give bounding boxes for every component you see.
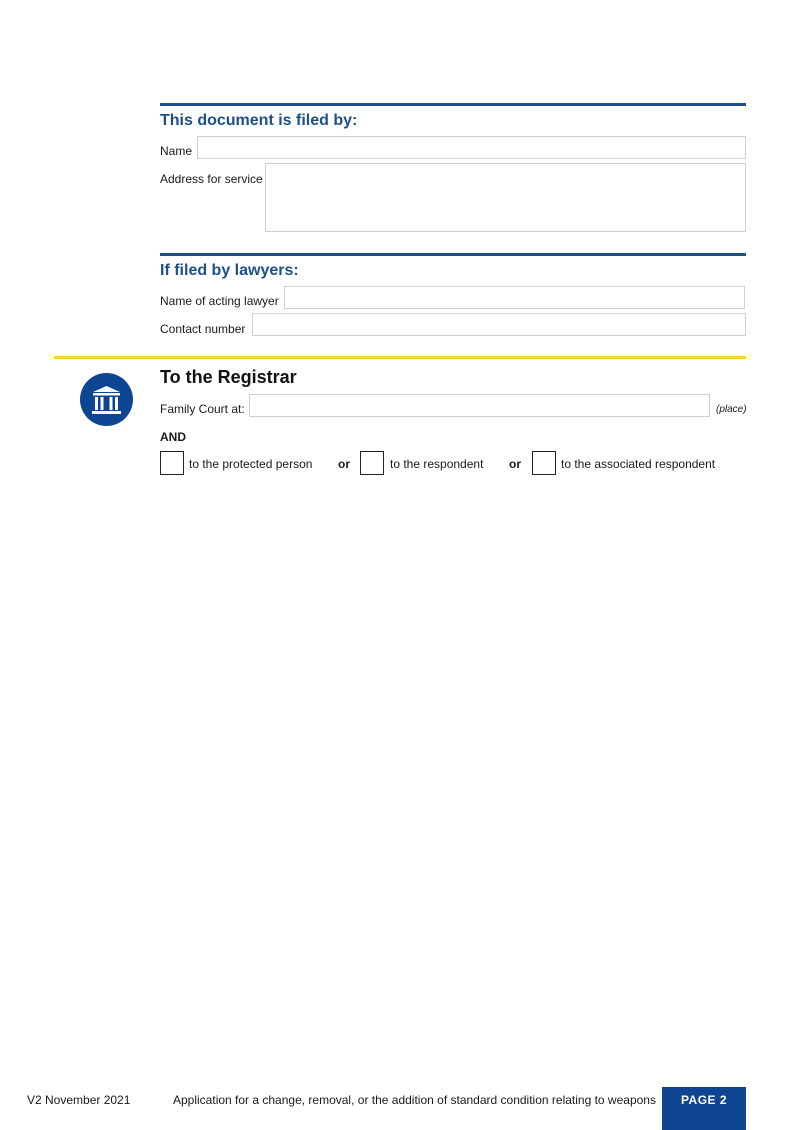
option-protected-person-label: to the protected person xyxy=(189,457,313,471)
option-respondent-label: to the respondent xyxy=(390,457,484,471)
name-label: Name xyxy=(160,144,193,158)
family-court-label: Family Court at: xyxy=(160,402,245,416)
checkbox-associated-respondent[interactable] xyxy=(532,451,556,475)
or-label-2: or xyxy=(509,457,521,471)
address-label: Address for service xyxy=(160,172,263,186)
registrar-heading: To the Registrar xyxy=(160,367,297,387)
option-associated-respondent-label: to the associated respondent xyxy=(561,457,716,471)
footer-version: V2 November 2021 xyxy=(27,1093,131,1107)
filed-by-heading: This document is filed by: xyxy=(160,112,358,129)
filed-by-rule xyxy=(160,103,746,106)
place-note: (place) xyxy=(716,404,747,415)
contact-number-label: Contact number xyxy=(160,322,246,336)
contact-number-field[interactable] xyxy=(252,313,746,336)
address-field[interactable] xyxy=(265,163,746,232)
acting-lawyer-field[interactable] xyxy=(284,286,745,309)
name-field[interactable] xyxy=(197,136,746,159)
page-number-badge xyxy=(662,1087,746,1130)
family-court-field[interactable] xyxy=(249,394,710,417)
or-label-1: or xyxy=(338,457,350,471)
footer-title: Application for a change, removal, or the addition of standard condition relating to weapons xyxy=(173,1093,656,1107)
page-number: PAGE 2 xyxy=(680,1093,728,1107)
lawyers-rule xyxy=(160,253,746,256)
checkbox-respondent[interactable] xyxy=(360,451,384,475)
acting-lawyer-label: Name of acting lawyer xyxy=(160,294,279,308)
registrar-rule xyxy=(54,356,746,359)
and-label: AND xyxy=(160,430,186,444)
lawyers-heading: If filed by lawyers: xyxy=(160,262,299,279)
checkbox-protected-person[interactable] xyxy=(160,451,184,475)
courthouse-icon xyxy=(80,373,133,426)
